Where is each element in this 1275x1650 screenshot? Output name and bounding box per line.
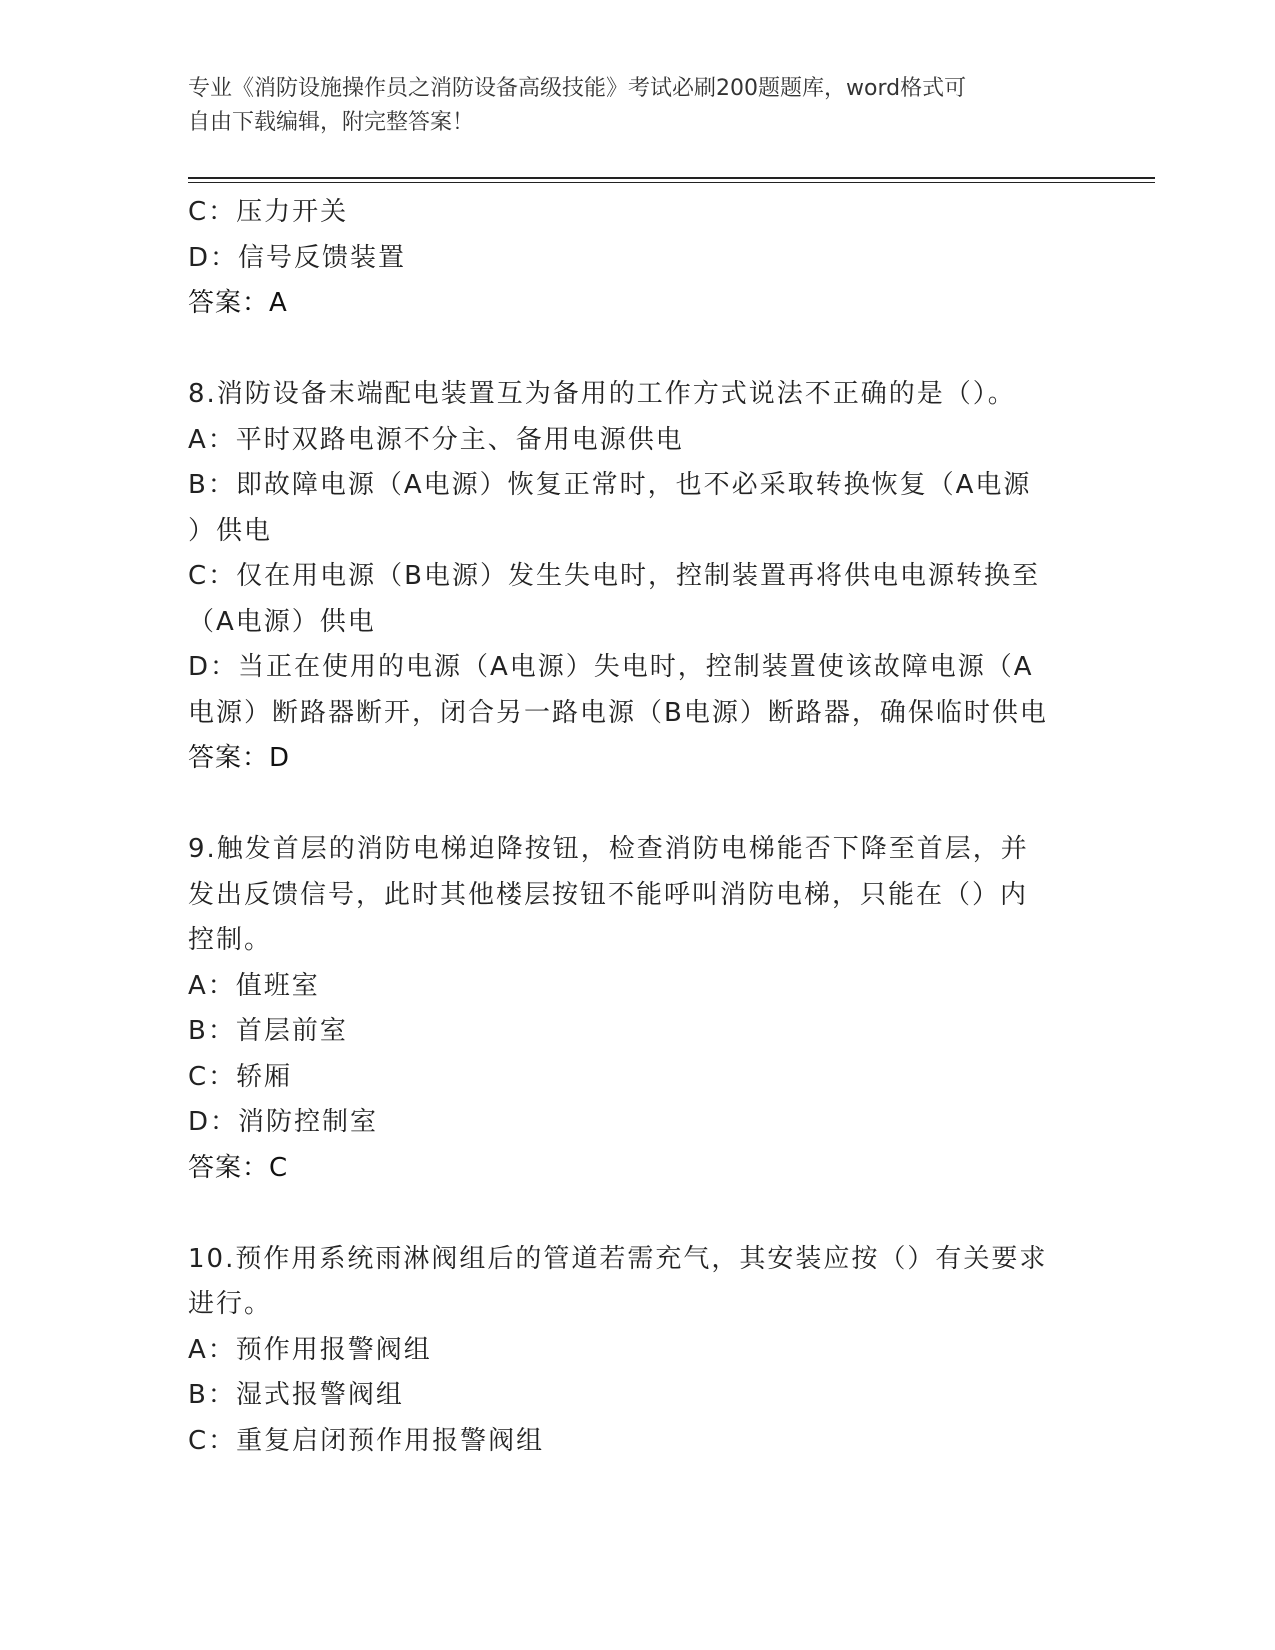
question-content — [188, 190, 1088, 1464]
question-9 — [188, 827, 1088, 1191]
spacer — [188, 327, 1088, 373]
option-a: A：平时双路电源不分主、备用电源供电 — [188, 424, 684, 455]
option-c: C：仅在用电源（B电源）发生失电时，控制装置再将供电电源转换至 — [188, 561, 1040, 591]
option-c-continued: （A电源）供电 — [188, 606, 376, 637]
question-stem-continued: 发出反馈信号，此时其他楼层按钮不能呼叫消防电梯，只能在（）内 — [188, 879, 1029, 910]
option-b-continued: ）供电 — [188, 515, 273, 546]
question-stem: 8.消防设备末端配电装置互为备用的工作方式说法不正确的是（）。 — [188, 379, 1016, 409]
option-b: B：首层前室 — [188, 1016, 348, 1046]
option-d: D：消防控制室 — [188, 1107, 379, 1137]
answer-line: 答案：D — [188, 743, 291, 773]
option-c: C：压力开关 — [188, 197, 349, 227]
header-divider-thin — [188, 182, 1155, 183]
option-d-continued: 电源）断路器断开，闭合另一路电源（B电源）断路器，确保临时供电 — [188, 697, 1048, 728]
header-line-2: 自由下载编辑，附完整答案！ — [188, 110, 475, 135]
spacer — [188, 782, 1088, 828]
header-line-1: 专业《消防设施操作员之消防设备高级技能》考试必刷200题题库，word格式可 — [188, 76, 967, 101]
option-d: D：信号反馈装置 — [188, 242, 407, 273]
document-header — [188, 72, 1068, 140]
header-divider-thick — [188, 177, 1155, 179]
option-b: B：湿式报警阀组 — [188, 1380, 404, 1410]
spacer — [188, 1191, 1088, 1237]
question-8 — [188, 372, 1088, 782]
option-a: A：预作用报警阀组 — [188, 1334, 432, 1365]
answer-line: 答案：A — [188, 288, 288, 318]
question-stem: 10.预作用系统雨淋阀组后的管道若需充气，其安装应按（）有关要求 — [188, 1243, 1048, 1274]
question-stem-continued: 进行。 — [188, 1289, 273, 1319]
option-a: A：值班室 — [188, 970, 320, 1001]
question-10 — [188, 1237, 1088, 1465]
option-c: C：轿厢 — [188, 1061, 293, 1092]
option-b: B：即故障电源（A电源）恢复正常时，也不必采取转换恢复（A电源 — [188, 470, 1032, 500]
option-d: D：当正在使用的电源（A电源）失电时，控制装置使该故障电源（A — [188, 652, 1034, 682]
option-c: C：重复启闭预作用报警阀组 — [188, 1425, 545, 1456]
question-stem-continued: 控制。 — [188, 925, 273, 955]
answer-line: 答案：C — [188, 1152, 289, 1183]
previous-question-tail — [188, 190, 1088, 327]
question-stem: 9.触发首层的消防电梯迫降按钮，检查消防电梯能否下降至首层，并 — [188, 834, 1029, 864]
